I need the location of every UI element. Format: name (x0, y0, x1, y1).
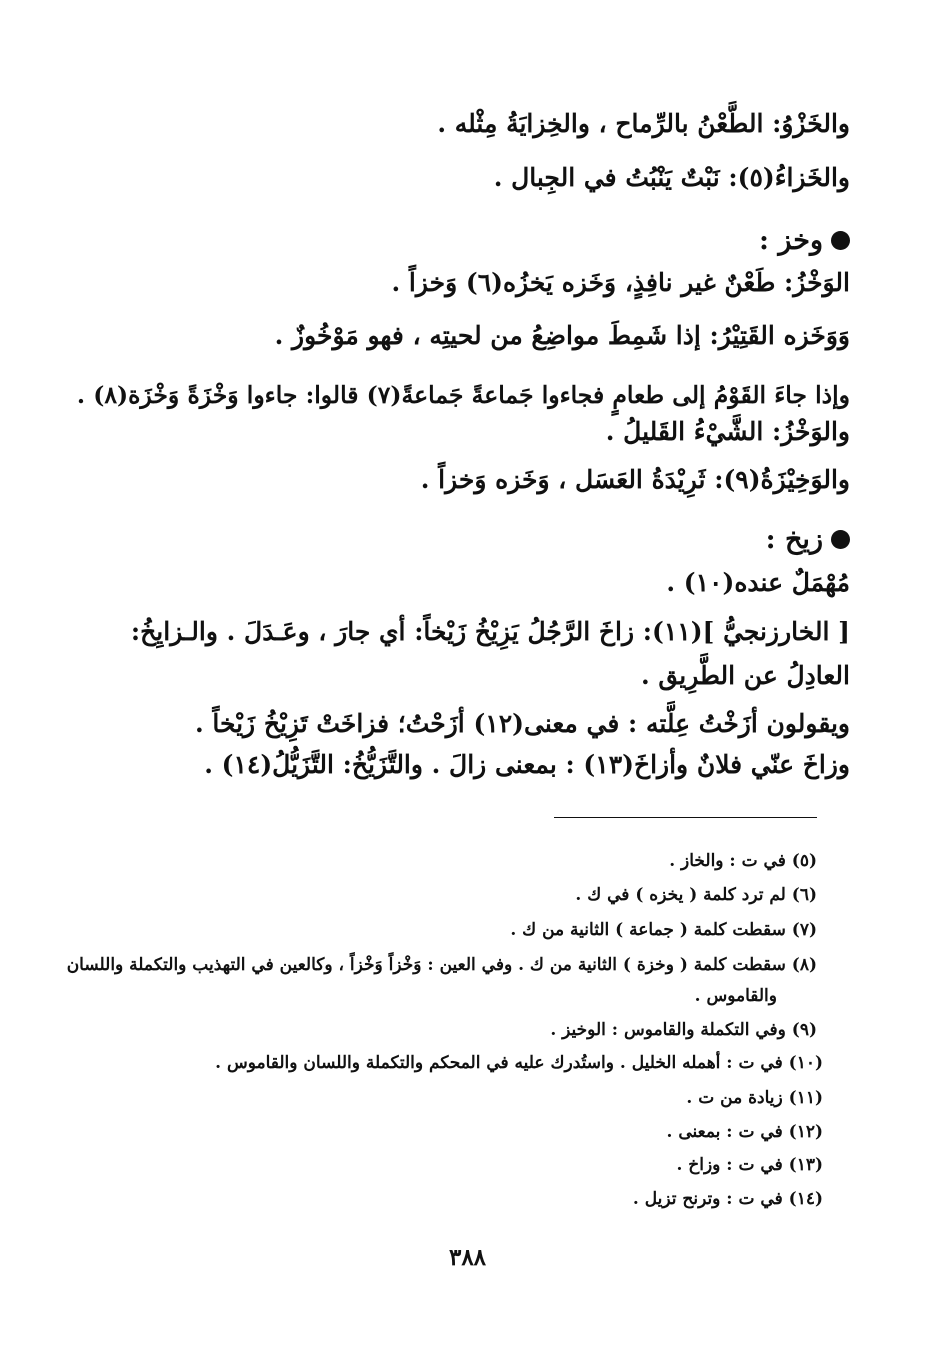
text-line: الوَخْزُ: طَعْنٌ غير نافِذٍ، وَخَزه يَخزُه(٦) وَخزاً . (391, 268, 850, 297)
footnote: (١٢) في ت : بمعنى . (666, 1122, 823, 1142)
footnote: (١١) زيادة من ت . (686, 1088, 823, 1108)
text-line: والوَخْزُ: الشَّيْءُ القَليلُ . (605, 417, 850, 446)
entry-heading-wakhz (759, 223, 850, 259)
bullet-icon (831, 231, 850, 250)
bullet-icon (831, 530, 850, 549)
text-line: مُهْمَلٌ عنده(١٠) . (666, 568, 850, 597)
text-line: وزاخَ عنّي فلانٌ وأزاخَ(١٣) : بمعنى زالَ . والتَّزَيُّخُ: التَّزَيُّلُ(١٤) . (204, 750, 850, 779)
footnote: (٨) سقطت كلمة ( وخزة ) الثانية من ك . وفي العين : وَخْزاً وَخْزاً ، وكالعين في التهذيب والتكملة واللسان (66, 955, 817, 975)
footnote: (٥) في ت : والخاز . (669, 851, 817, 871)
footnote: (١٣) في ت : وزاخ . (676, 1155, 823, 1175)
footnote-divider (554, 817, 817, 818)
entry-heading-label: وخز : (759, 225, 823, 256)
footnote: (١٤) في ت : وترنح تزيل . (632, 1189, 823, 1209)
footnote: (٩) وفي التكملة والقاموس : الوخيز . (550, 1020, 817, 1040)
text-line: [ الخارزنجيُّ ](١١): زاخَ الرَّجُلُ يَزِيْخُ زَيْخاً: أي جارَ ، وعَـدَلَ . والـزايِخُ: (130, 617, 850, 646)
entry-heading-label: زيخ : (765, 524, 823, 555)
footnote-continuation: والقاموس . (694, 986, 777, 1006)
text-line: والخَزْوُ: الطَّعْنُ بالرِّماح ، والخِزايَةُ مِثْله . (437, 109, 850, 138)
text-line: والوَخِيْزَةُ(٩): ثَرِيْدَةُ العَسَل ، وَخَزه وَخزاً . (420, 465, 850, 494)
text-line: ويقولون أزَخْتُ عِلَّته : في معنى(١٢) أزَحْتُ؛ فزاخَتْ تَزِيْخُ زَيْخاً . (194, 709, 850, 738)
text-line: والخَزاءُ(٥): نَبْتٌ يَنْبُتُ في الجِبال . (493, 163, 850, 192)
footnote: (٦) لم ترد كلمة ( يخزه ) في ك . (575, 885, 817, 905)
footnote: (١٠) في ت : أهمله الخليل . واستُدرك عليه في المحكم والتكملة واللسان والقاموس . (215, 1053, 823, 1073)
entry-heading-zaykh (766, 522, 850, 558)
footnote: (٧) سقطت كلمة ( جماعة ) الثانية من ك . (510, 920, 817, 940)
text-line: وإذا جاءَ القَوْمُ إلى طعامٍ فجاءوا جَماعةً جَماعةً(٧) قالوا: جاءوا وَخْزَةً وَخْزَة(٨) . (76, 381, 850, 409)
text-line: وَوَخَزه القَتِيْرُ: إذا شَمِطَ مواضِعُ من لحيتِه ، فهو مَوْخُوزٌ . (274, 321, 850, 350)
page-number: ٣٨٨ (448, 1244, 487, 1271)
text-line: العادِلُ عن الطَّرِيق . (641, 661, 850, 690)
